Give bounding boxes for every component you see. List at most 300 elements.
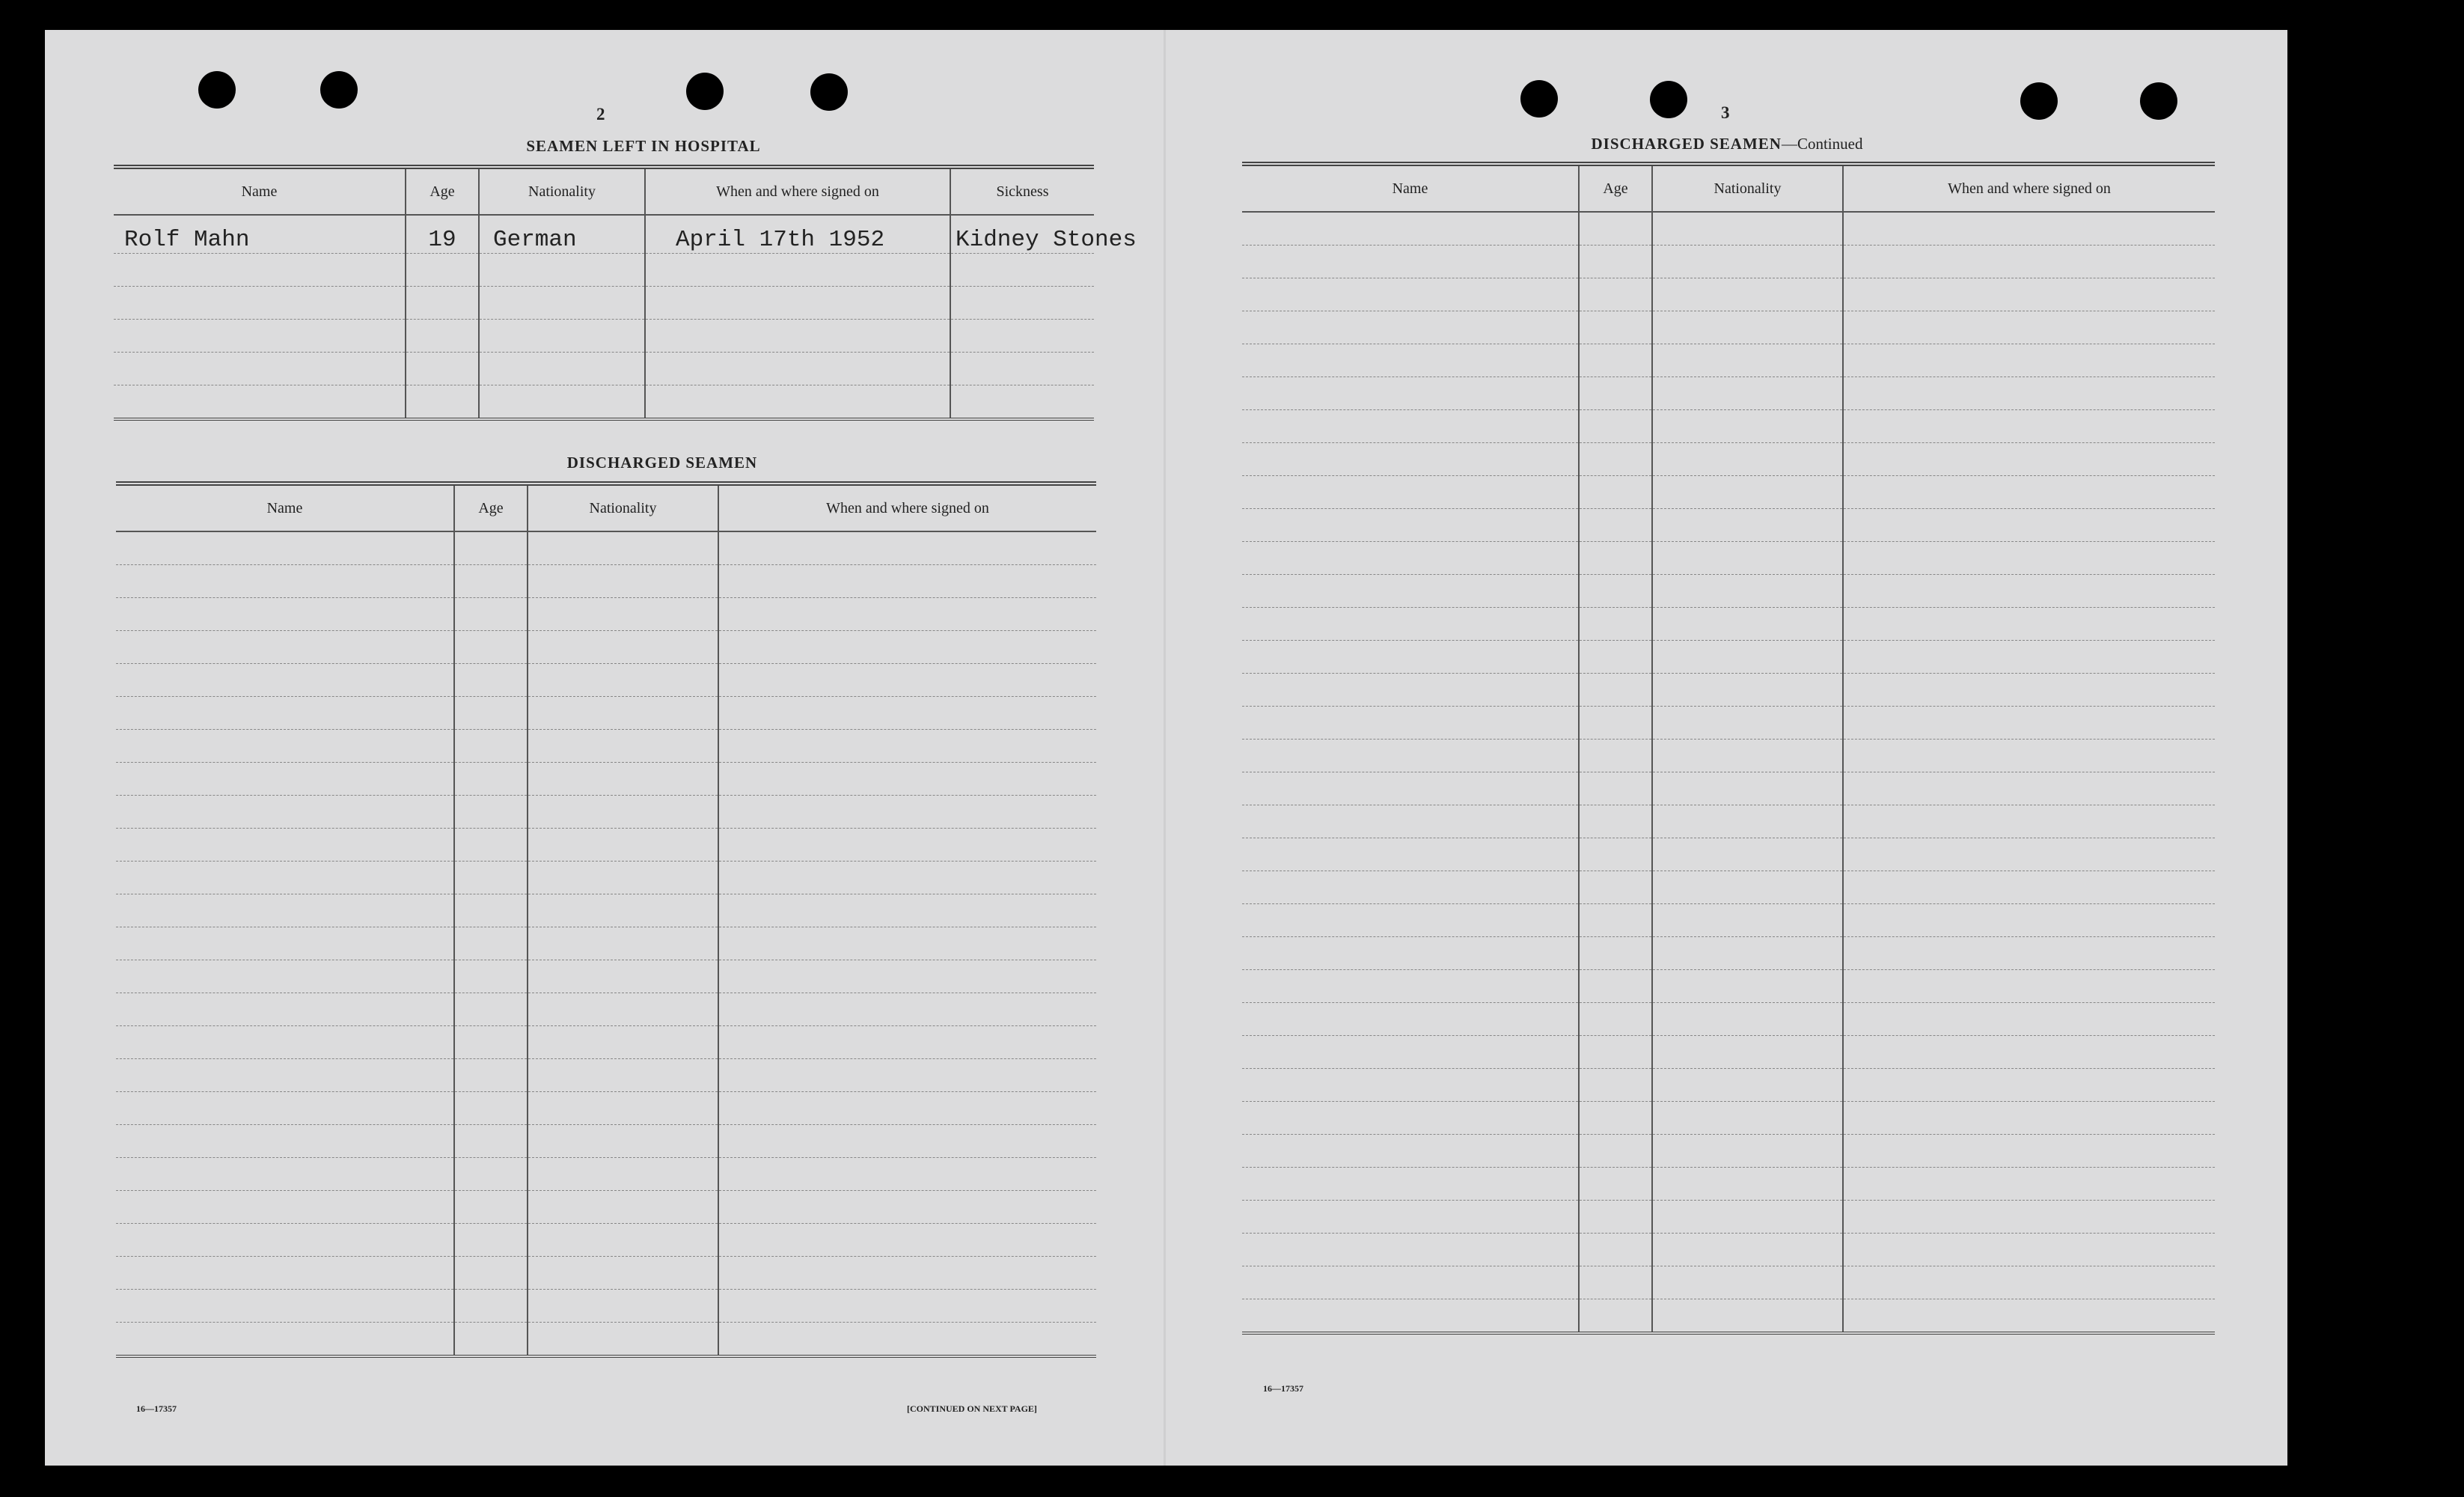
table-row <box>114 254 1094 287</box>
table-cell <box>454 1158 528 1191</box>
table-row <box>116 894 1096 927</box>
table-cell <box>1652 740 1843 772</box>
table-cell <box>116 1092 454 1125</box>
table-cell <box>1242 1168 1579 1201</box>
table-cell <box>718 1125 1096 1158</box>
table-cell <box>1242 1069 1579 1102</box>
table-cell <box>1242 970 1579 1003</box>
table-row <box>116 1026 1096 1059</box>
table-cell <box>116 631 454 664</box>
table-cell <box>1843 1168 2215 1201</box>
table-cell <box>950 287 1094 320</box>
table-row <box>116 664 1096 697</box>
table-cell <box>454 829 528 862</box>
table-cell <box>1843 772 2215 805</box>
table-cell: German <box>479 215 645 254</box>
table-cell <box>406 320 479 353</box>
table-cell <box>528 1125 718 1158</box>
table-cell <box>1242 278 1579 311</box>
table-cell <box>645 385 950 420</box>
table-cell <box>1843 970 2215 1003</box>
table-cell <box>1652 278 1843 311</box>
table-cell <box>1579 1266 1652 1299</box>
table-cell <box>1843 674 2215 707</box>
table-cell <box>479 254 645 287</box>
table-cell <box>1579 212 1652 246</box>
table-cell <box>528 565 718 598</box>
discharged-header-row <box>1242 164 2215 212</box>
table-cell <box>1242 1234 1579 1266</box>
table-cell <box>718 730 1096 763</box>
table-row <box>1242 805 2215 838</box>
table-cell <box>718 565 1096 598</box>
table-cell <box>718 960 1096 993</box>
table-cell <box>116 1290 454 1323</box>
table-cell <box>1579 377 1652 410</box>
table-row <box>116 565 1096 598</box>
table-row <box>116 763 1096 796</box>
page-number: 2 <box>596 105 605 124</box>
table-cell <box>718 927 1096 960</box>
table-cell <box>1579 344 1652 377</box>
table-row <box>116 1290 1096 1323</box>
header-age: Age <box>1579 164 1652 212</box>
table-cell <box>718 1290 1096 1323</box>
right-page <box>1166 30 2287 1466</box>
table-cell <box>718 1158 1096 1191</box>
table-cell: 19 <box>406 215 479 254</box>
table-cell <box>1579 740 1652 772</box>
table-cell <box>1579 674 1652 707</box>
table-cell <box>1843 1003 2215 1036</box>
table-cell <box>454 730 528 763</box>
table-row <box>116 631 1096 664</box>
table-cell <box>718 1191 1096 1224</box>
table-cell <box>1843 1299 2215 1334</box>
table-row <box>116 1191 1096 1224</box>
table-row <box>1242 772 2215 805</box>
table-cell <box>1652 1234 1843 1266</box>
table-row <box>1242 970 2215 1003</box>
table-cell: Kidney Stones <box>950 215 1094 254</box>
table-cell <box>1242 476 1579 509</box>
table-cell <box>1242 212 1579 246</box>
table-cell <box>1652 344 1843 377</box>
table-cell <box>454 598 528 631</box>
hospital-table <box>114 165 1137 421</box>
table-cell <box>1242 871 1579 904</box>
table-cell <box>1652 1135 1843 1168</box>
table-row <box>116 993 1096 1026</box>
discharged-header-row <box>116 484 1096 531</box>
table-cell <box>528 1158 718 1191</box>
table-row <box>1242 937 2215 970</box>
table-cell <box>1843 212 2215 246</box>
left-page <box>45 30 1164 1466</box>
table-cell <box>479 287 645 320</box>
table-cell <box>1579 772 1652 805</box>
table-cell <box>116 960 454 993</box>
table-cell <box>528 531 718 565</box>
table-cell <box>1652 476 1843 509</box>
table-cell <box>1652 707 1843 740</box>
table-cell <box>1242 805 1579 838</box>
header-nationality: Nationality <box>479 167 645 215</box>
table-cell <box>114 287 406 320</box>
header-sickness: Sickness <box>950 167 1094 215</box>
table-cell <box>454 565 528 598</box>
table-cell <box>950 385 1094 420</box>
table-cell <box>718 1224 1096 1257</box>
table-cell <box>1652 608 1843 641</box>
table-cell <box>454 1290 528 1323</box>
table-cell <box>1843 1102 2215 1135</box>
table-cell <box>454 763 528 796</box>
table-cell <box>1843 509 2215 542</box>
table-cell <box>718 598 1096 631</box>
table-cell <box>116 1059 454 1092</box>
table-cell <box>1652 410 1843 443</box>
header-nationality: Nationality <box>528 484 718 531</box>
table-cell <box>116 1026 454 1059</box>
hospital-header-row <box>114 167 1094 215</box>
table-cell <box>1652 641 1843 674</box>
table-cell <box>1242 707 1579 740</box>
table-cell <box>528 664 718 697</box>
table-cell <box>1843 542 2215 575</box>
table-row <box>1242 1201 2215 1234</box>
table-cell <box>1843 1135 2215 1168</box>
table-cell <box>1652 1168 1843 1201</box>
table-row <box>116 1059 1096 1092</box>
table-cell <box>454 664 528 697</box>
table-row <box>1242 608 2215 641</box>
table-row <box>116 1257 1096 1290</box>
table-cell <box>116 993 454 1026</box>
table-cell <box>1579 278 1652 311</box>
header-name: Name <box>116 484 454 531</box>
table-row <box>1242 410 2215 443</box>
table-cell <box>454 1092 528 1125</box>
table-cell <box>1242 443 1579 476</box>
table-cell <box>454 1059 528 1092</box>
header-nationality: Nationality <box>1652 164 1843 212</box>
table-cell <box>528 1026 718 1059</box>
table-cell <box>454 796 528 829</box>
table-cell <box>1579 1102 1652 1135</box>
table-cell <box>116 796 454 829</box>
table-cell <box>1579 608 1652 641</box>
form-number: 16—17357 <box>1263 1383 1303 1394</box>
table-cell <box>645 287 950 320</box>
table-row <box>116 927 1096 960</box>
table-row <box>114 287 1094 320</box>
table-cell <box>528 894 718 927</box>
table-cell <box>1843 608 2215 641</box>
table-cell <box>645 353 950 385</box>
table-cell <box>718 697 1096 730</box>
table-cell <box>406 385 479 420</box>
table-row <box>116 1125 1096 1158</box>
table-cell <box>1242 377 1579 410</box>
table-cell <box>1843 1266 2215 1299</box>
table-cell <box>454 1224 528 1257</box>
table-cell <box>528 631 718 664</box>
table-cell <box>454 697 528 730</box>
table-cell <box>1579 410 1652 443</box>
table-cell <box>1579 641 1652 674</box>
table-cell <box>1579 575 1652 608</box>
table-cell <box>1242 1102 1579 1135</box>
table-cell <box>454 993 528 1026</box>
table-cell <box>454 531 528 565</box>
table-cell <box>1579 509 1652 542</box>
table-row <box>114 320 1094 353</box>
table-cell <box>528 1290 718 1323</box>
table-cell <box>454 1257 528 1290</box>
header-name: Name <box>1242 164 1579 212</box>
table-cell <box>528 960 718 993</box>
table-row <box>1242 707 2215 740</box>
table-cell <box>1843 344 2215 377</box>
table-cell <box>1579 805 1652 838</box>
table-cell <box>1843 1234 2215 1266</box>
header-signed-on: When and where signed on <box>1843 164 2215 212</box>
table-row <box>1242 311 2215 344</box>
table-cell <box>1652 443 1843 476</box>
table-cell <box>116 664 454 697</box>
table-cell <box>1579 871 1652 904</box>
table-cell <box>1843 1069 2215 1102</box>
table-cell <box>645 320 950 353</box>
table-row <box>116 697 1096 730</box>
table-cell <box>1242 740 1579 772</box>
table-cell <box>718 1092 1096 1125</box>
table-row <box>1242 278 2215 311</box>
table-cell <box>454 1125 528 1158</box>
table-cell <box>528 829 718 862</box>
table-cell <box>1843 443 2215 476</box>
table-cell <box>1579 246 1652 278</box>
hospital-title: SEAMEN LEFT IN HOSPITAL <box>526 137 761 155</box>
table-row <box>114 385 1094 420</box>
table-cell <box>718 763 1096 796</box>
table-cell <box>1843 278 2215 311</box>
table-cell <box>1652 1069 1843 1102</box>
form-number: 16—17357 <box>136 1403 177 1414</box>
table-cell <box>1579 970 1652 1003</box>
table-cell <box>1242 542 1579 575</box>
table-cell <box>1843 575 2215 608</box>
table-cell <box>116 894 454 927</box>
table-cell <box>454 894 528 927</box>
table-cell <box>1652 970 1843 1003</box>
table-row <box>116 829 1096 862</box>
table-cell <box>479 353 645 385</box>
table-cell <box>1242 674 1579 707</box>
table-cell <box>1242 410 1579 443</box>
discharged-continued-title <box>1241 135 2213 153</box>
table-cell <box>1579 1135 1652 1168</box>
table-cell <box>114 353 406 385</box>
table-cell <box>1843 476 2215 509</box>
table-cell <box>1242 1036 1579 1069</box>
table-cell <box>1579 838 1652 871</box>
table-row <box>116 862 1096 894</box>
table-cell <box>454 1026 528 1059</box>
table-cell <box>1242 575 1579 608</box>
table-cell <box>1242 1135 1579 1168</box>
table-cell <box>718 1257 1096 1290</box>
table-cell <box>1579 1234 1652 1266</box>
table-row <box>1242 641 2215 674</box>
table-cell <box>116 1158 454 1191</box>
document-sheet <box>45 30 2287 1466</box>
table-cell <box>528 598 718 631</box>
table-cell <box>1579 904 1652 937</box>
table-row <box>1242 1069 2215 1102</box>
table-cell <box>114 254 406 287</box>
table-cell <box>1843 937 2215 970</box>
table-cell <box>1242 904 1579 937</box>
table-row <box>1242 1299 2215 1334</box>
table-cell <box>1843 410 2215 443</box>
table-row <box>1242 476 2215 509</box>
table-cell <box>528 862 718 894</box>
table-cell <box>718 1323 1096 1357</box>
table-cell <box>718 1026 1096 1059</box>
table-cell <box>1843 707 2215 740</box>
table-cell <box>1242 311 1579 344</box>
table-cell <box>1652 805 1843 838</box>
table-cell <box>1652 246 1843 278</box>
discharged-title: DISCHARGED SEAMEN <box>566 454 758 472</box>
table-cell <box>116 697 454 730</box>
table-cell <box>1652 904 1843 937</box>
table-cell <box>1652 871 1843 904</box>
table-row <box>116 531 1096 565</box>
table-row <box>1242 1266 2215 1299</box>
page-number: 3 <box>1721 103 1730 122</box>
table-cell <box>454 862 528 894</box>
table-cell <box>950 254 1094 287</box>
table-cell <box>528 1059 718 1092</box>
table-row <box>116 1224 1096 1257</box>
table-cell <box>1843 377 2215 410</box>
table-cell <box>1579 542 1652 575</box>
table-cell <box>1242 246 1579 278</box>
table-row <box>1242 1036 2215 1069</box>
table-cell <box>1652 212 1843 246</box>
table-row <box>1242 575 2215 608</box>
header-signed-on: When and where signed on <box>718 484 1096 531</box>
table-row <box>116 598 1096 631</box>
table-cell <box>116 565 454 598</box>
table-cell <box>950 353 1094 385</box>
title-suffix: —Continued <box>1781 135 1863 153</box>
table-cell <box>116 763 454 796</box>
table-cell <box>1843 904 2215 937</box>
table-row <box>1242 377 2215 410</box>
table-row <box>1242 1135 2215 1168</box>
table-cell <box>528 730 718 763</box>
table-cell <box>1579 1201 1652 1234</box>
discharged-table <box>116 481 1096 1358</box>
table-cell <box>718 796 1096 829</box>
table-cell <box>1843 311 2215 344</box>
table-cell <box>114 385 406 420</box>
table-cell <box>528 796 718 829</box>
table-row <box>1242 904 2215 937</box>
table-cell <box>718 862 1096 894</box>
table-cell <box>1652 838 1843 871</box>
table-cell <box>528 1323 718 1357</box>
table-cell <box>1242 1266 1579 1299</box>
table-cell <box>528 763 718 796</box>
table-row <box>1242 246 2215 278</box>
table-cell <box>1843 740 2215 772</box>
table-row <box>116 1158 1096 1191</box>
table-cell <box>116 1224 454 1257</box>
table-cell <box>116 1191 454 1224</box>
table-cell <box>1242 641 1579 674</box>
table-row <box>114 353 1094 385</box>
title-main: DISCHARGED SEAMEN <box>1591 135 1782 153</box>
table-cell <box>1579 937 1652 970</box>
table-row <box>1242 1102 2215 1135</box>
table-cell <box>528 697 718 730</box>
table-cell <box>454 1191 528 1224</box>
table-cell <box>1843 871 2215 904</box>
table-cell <box>116 531 454 565</box>
table-cell <box>1242 838 1579 871</box>
table-cell <box>1652 1299 1843 1334</box>
table-cell <box>454 1323 528 1357</box>
table-cell <box>454 960 528 993</box>
table-cell <box>1579 707 1652 740</box>
table-row <box>1242 838 2215 871</box>
table-row <box>1242 674 2215 707</box>
table-cell: Rolf Mahn <box>114 215 406 254</box>
table-cell <box>1242 608 1579 641</box>
table-cell <box>1579 311 1652 344</box>
table-row <box>1242 443 2215 476</box>
table-cell <box>718 829 1096 862</box>
table-cell <box>1579 1069 1652 1102</box>
table-cell <box>1652 542 1843 575</box>
table-cell <box>1652 1201 1843 1234</box>
table-cell <box>1579 1003 1652 1036</box>
table-cell <box>1579 1168 1652 1201</box>
table-cell <box>645 254 950 287</box>
table-row <box>116 960 1096 993</box>
table-cell <box>116 1125 454 1158</box>
table-cell <box>1242 509 1579 542</box>
table-cell <box>406 254 479 287</box>
table-row <box>116 1092 1096 1125</box>
table-cell <box>718 993 1096 1026</box>
table-cell <box>406 287 479 320</box>
table-row <box>1242 1003 2215 1036</box>
table-cell <box>116 862 454 894</box>
table-cell <box>1242 1201 1579 1234</box>
table-cell <box>1843 838 2215 871</box>
table-row <box>116 796 1096 829</box>
table-cell <box>1843 641 2215 674</box>
table-cell <box>718 631 1096 664</box>
table-row <box>116 730 1096 763</box>
table-cell <box>528 1224 718 1257</box>
